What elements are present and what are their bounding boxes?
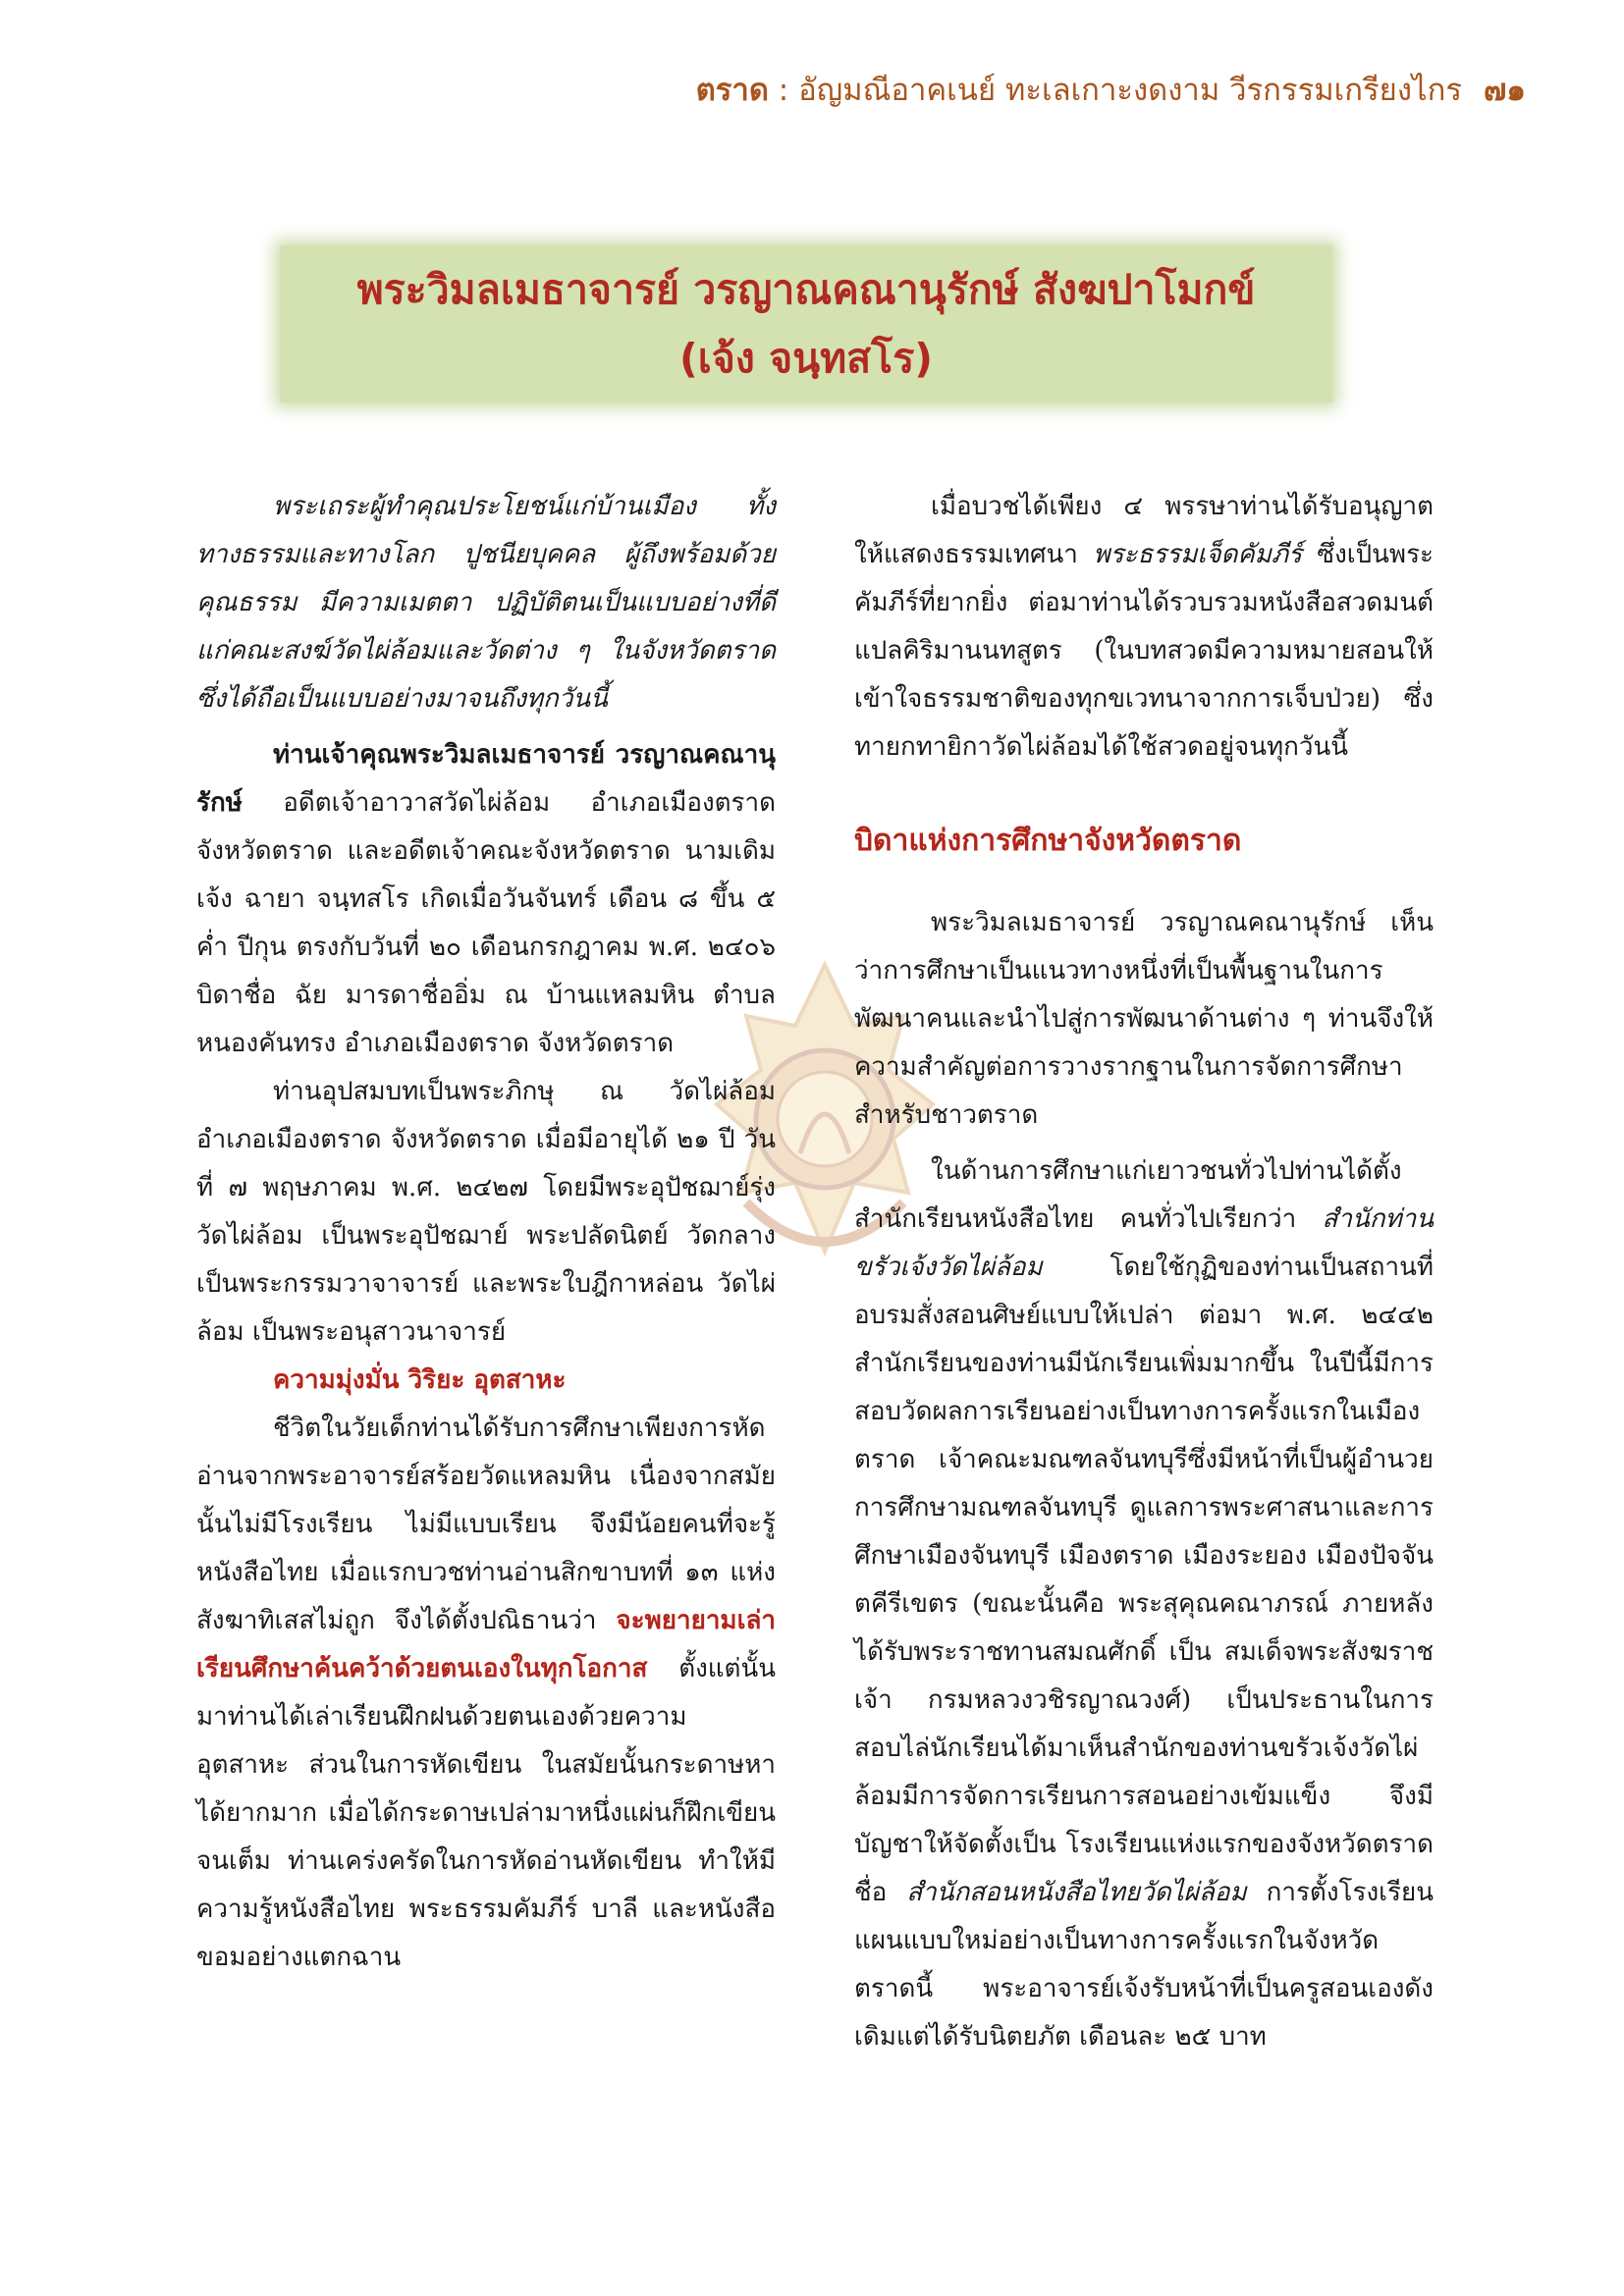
- biography-paragraph: [196, 731, 776, 1068]
- childhood-text-end: ตั้งแต่นั้นมาท่านได้เล่าเรียนฝึกฝนด้วยตนเองด้วยความอุตสาหะ ส่วนในการหัดเขียน ในสมัยนั้นกระดาษหาได้ยากมาก เมื่อได้กระดาษเปล่ามาหนึ่งแผ่นก็ฝึกเขียนจนเต็ม ท่านเคร่งครัดในการหัดอ่านหัดเขียน ทำให้มีความรู้หนังสือไทย พระธรรมคัมภีร์ บาลี และหนังสือขอมอย่างแตกฉาน: [196, 1654, 776, 1972]
- running-header: [696, 71, 1526, 110]
- title-line-1: พระวิมลเมธาจารย์ วรญาณคณานุรักษ์ สังฆปาโมกข์: [356, 266, 1256, 313]
- left-column: [196, 483, 776, 1982]
- school-name-official: สำนักสอนหนังสือไทยวัดไผ่ล้อม: [906, 1878, 1247, 1907]
- sermon-paragraph: [854, 483, 1434, 772]
- biography-text: อดีตเจ้าอาวาสวัดไผ่ล้อม อำเภอเมืองตราด จังหวัดตราด และอดีตเจ้าคณะจังหวัดตราด นามเดิม เจ้ง ฉายา จนฺทสโร เกิดเมื่อวันจันทร์ เดือน ๘ ขึ้น ๕ ค่ำ ปีกุน ตรงกับวันที่ ๒๐ เดือนกรกฎาคม พ.ศ. ๒๔๐๖ บิดาชื่อ ฉัย มารดาชื่ออิ่ม ณ บ้านแหลมหิน ตำบลหนองคันทรง อำเภอเมืองตราด จังหวัดตราด: [196, 788, 776, 1058]
- childhood-paragraph: [196, 1405, 776, 1982]
- subheading-determination: ความมุ่งมั่น วิริยะ อุตสาหะ: [273, 1365, 567, 1395]
- header-province: ตราด: [695, 73, 769, 108]
- title-box: [280, 245, 1332, 402]
- childhood-text-start: ชีวิตในวัยเด็กท่านได้รับการศึกษาเพียงการหัดอ่านจากพระอาจารย์สร้อยวัดแหลมหิน เนื่องจากสมัยนั้นไม่มีโรงเรียน ไม่มีแบบเรียน จึงมีน้อยคนที่จะรู้หนังสือไทย เมื่อแรกบวชท่านอ่านสิกขาบทที่ ๑๓ แห่งสังฆาทิเสสไม่ถูก จึงได้ตั้งปณิธานว่า: [196, 1414, 776, 1635]
- sermon-text-end: ซึ่งเป็นพระคัมภีร์ที่ยากยิ่ง ต่อมาท่านได้รวบรวมหนังสือสวดมนต์แปลคิริมานนทสูตร (ในบทสวดมีความหมายสอนให้เข้าใจธรรมชาติของทุกขเวทนาจากการเจ็บป่วย) ซึ่งทายกทายิกาวัดไผ่ล้อมได้ใช้สวดอยู่จนทุกวันนี้: [854, 540, 1434, 762]
- sermon-text-start: เมื่อบวชได้เพียง ๔ พรรษาท่านได้รับอนุญาตให้แสดงธรรมเทศนา: [854, 492, 1434, 569]
- school-text-start: ในด้านการศึกษาแก่เยาวชนทั่วไปท่านได้ตั้งสำนักเรียนหนังสือไทย คนทั่วไปเรียกว่า: [854, 1156, 1402, 1234]
- school-text-end: การตั้งโรงเรียนแผนแบบใหม่อย่างเป็นทางการครั้งแรกในจังหวัดตราดนี้ พระอาจารย์เจ้งรับหน้าที่เป็นครูสอนเองดังเดิมแต่ได้รับนิตยภัต เดือนละ ๒๕ บาท: [854, 1878, 1434, 2052]
- scripture-title: พระธรรมเจ็ดคัมภีร์: [1093, 540, 1302, 569]
- school-text-middle: โดยใช้กุฏิของท่านเป็นสถานที่อบรมสั่งสอนศิษย์แบบให้เปล่า ต่อมา พ.ศ. ๒๔๔๒ สำนักเรียนของท่านมีนักเรียนเพิ่มมากขึ้น ในปีนี้มีการสอบวัดผลการเรียนอย่างเป็นทางการครั้งแรกในเมืองตราด เจ้าคณะมณฑลจันทบุรีซึ่งมีหน้าที่เป็นผู้อำนวยการศึกษามณฑลจันทบุรี ดูแลการพระศาสนาและการศึกษาเมืองจันทบุรี เมืองตราด เมืองระยอง เมืองปัจจันตคีรีเขตร (ขณะนั้นคือ พระสุคุณคณาภรณ์ ภายหลังได้รับพระราชทานสมณศักดิ์ เป็น สมเด็จพระสังฆราชเจ้า กรมหลวงวชิรญาณวงศ์) เป็นประธานในการสอบไล่นักเรียนได้มาเห็นสำนักของท่านขรัวเจ้งวัดไผ่ล้อมมีการจัดการเรียนการสอนอย่างเข้มแข็ง จึงมีบัญชาให้จัดตั้งเป็น โรงเรียนแห่งแรกของจังหวัดตราด ชื่อ: [854, 1253, 1434, 1907]
- ordination-paragraph: ท่านอุปสมบทเป็นพระภิกษุ ณ วัดไผ่ล้อม อำเภอเมืองตราด จังหวัดตราด เมื่อมีอายุได้ ๒๑ ปี วันที่ ๗ พฤษภาคม พ.ศ. ๒๔๒๗ โดยมีพระอุปัชฌาย์รุ่ง วัดไผ่ล้อม เป็นพระอุปัชฌาย์ พระปลัดนิตย์ วัดกลาง เป็นพระกรรมวาจาจารย์ และพระใบฎีกาหล่อน วัดไผ่ล้อม เป็นพระอนุสาวนาจารย์: [196, 1077, 776, 1347]
- page-number: ๗๑: [1484, 73, 1526, 108]
- school-paragraph: [854, 1148, 1434, 2061]
- school-name-informal: สำนักท่านขรัวเจ้งวัดไผ่ล้อม: [854, 1204, 1434, 1282]
- header-separator: :: [768, 73, 799, 108]
- biography-subject-name: ท่านเจ้าคุณพระวิมลเมธาจารย์ วรญาณคณานุรักษ์: [196, 740, 776, 818]
- education-paragraph: พระวิมลเมธาจารย์ วรญาณคณานุรักษ์ เห็นว่าการศึกษาเป็นแนวทางหนึ่งที่เป็นพื้นฐานในการพัฒนาคนและนำไปสู่การพัฒนาด้านต่าง ๆ ท่านจึงให้ความสำคัญต่อการวางรากฐานในการจัดการศึกษาสำหรับชาวตราด: [854, 908, 1434, 1130]
- right-column: [854, 483, 1434, 2061]
- header-slogan: อัญมณีอาคเนย์ ทะเลเกาะงดงาม วีรกรรมเกรียงไกร: [798, 73, 1462, 108]
- section-heading-education: บิดาแห่งการศึกษาจังหวัดตราด: [854, 824, 1242, 858]
- vow-quote: จะพยายามเล่าเรียนศึกษาค้นคว้าด้วยตนเองในทุกโอกาส: [196, 1606, 776, 1683]
- title-line-2: (เจ้ง จนฺทสโร): [679, 335, 933, 382]
- intro-paragraph: พระเถระผู้ทำคุณประโยชน์แก่บ้านเมือง ทั้งทางธรรมและทางโลก ปูชนียบุคคล ผู้ถึงพร้อมด้วยคุณธรรม มีความเมตตา ปฏิบัติตนเป็นแบบอย่างที่ดีแก่คณะสงฆ์วัดไผ่ล้อมและวัดต่าง ๆ ในจังหวัดตราด ซึ่งได้ถือเป็นแบบอย่างมาจนถึงทุกวันนี้: [196, 492, 776, 714]
